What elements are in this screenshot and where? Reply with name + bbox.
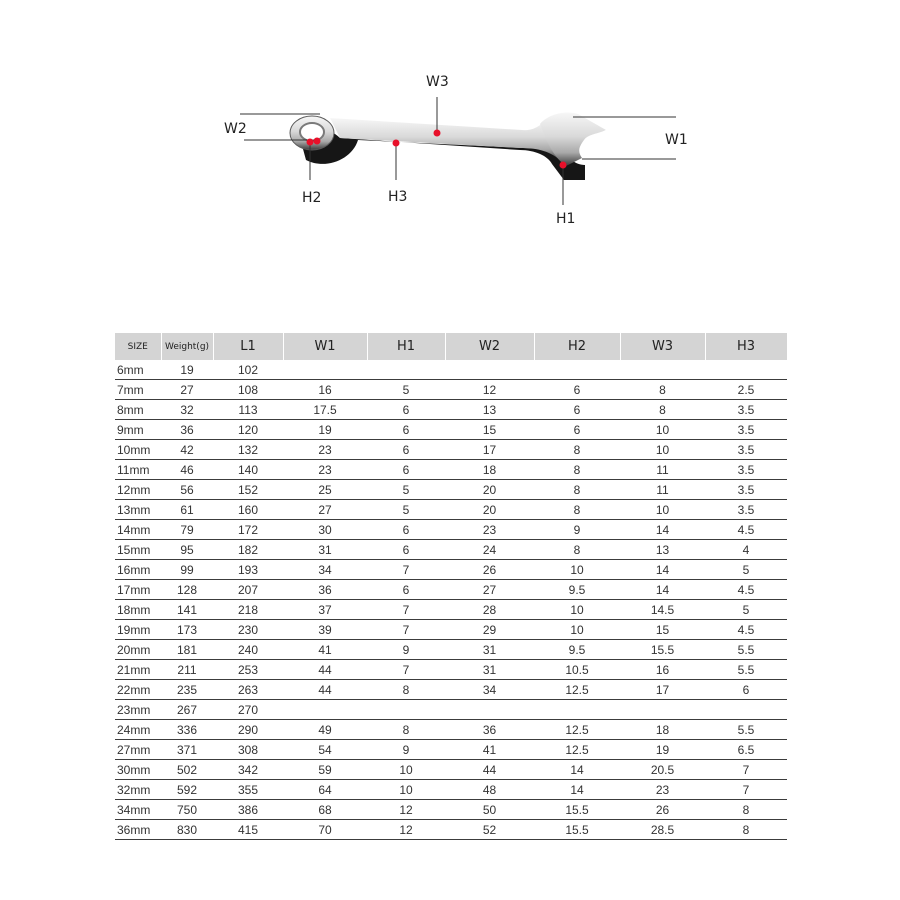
cell-w3: 15 bbox=[620, 620, 705, 640]
cell-h2: 9.5 bbox=[534, 640, 620, 660]
column-header-l1: L1 bbox=[213, 333, 283, 360]
cell-h3: 5.5 bbox=[705, 640, 787, 660]
cell-h1: 6 bbox=[367, 420, 445, 440]
cell-w2: 34 bbox=[445, 680, 534, 700]
cell-weight: 173 bbox=[161, 620, 213, 640]
cell-weight: 19 bbox=[161, 360, 213, 380]
cell-w1: 31 bbox=[283, 540, 367, 560]
cell-size: 6mm bbox=[115, 360, 161, 380]
cell-l1: 415 bbox=[213, 820, 283, 840]
column-header-w2: W2 bbox=[445, 333, 534, 360]
cell-h3: 5 bbox=[705, 560, 787, 580]
cell-h2: 6 bbox=[534, 400, 620, 420]
cell-l1: 193 bbox=[213, 560, 283, 580]
cell-w2: 12 bbox=[445, 380, 534, 400]
cell-w1: 44 bbox=[283, 660, 367, 680]
marker-w3 bbox=[434, 130, 441, 137]
table-row bbox=[115, 660, 787, 680]
cell-h1: 9 bbox=[367, 640, 445, 660]
cell-h1: 8 bbox=[367, 680, 445, 700]
cell-weight: 750 bbox=[161, 800, 213, 820]
cell-l1: 342 bbox=[213, 760, 283, 780]
cell-w2 bbox=[445, 360, 534, 380]
cell-h1 bbox=[367, 700, 445, 720]
cell-w3: 10 bbox=[620, 420, 705, 440]
table-row bbox=[115, 420, 787, 440]
table-row bbox=[115, 800, 787, 820]
table-row bbox=[115, 400, 787, 420]
cell-h2: 10 bbox=[534, 620, 620, 640]
cell-h2: 14 bbox=[534, 780, 620, 800]
cell-h1: 9 bbox=[367, 740, 445, 760]
table-row bbox=[115, 680, 787, 700]
cell-h3: 3.5 bbox=[705, 460, 787, 480]
cell-weight: 99 bbox=[161, 560, 213, 580]
table-row bbox=[115, 640, 787, 660]
cell-l1: 160 bbox=[213, 500, 283, 520]
cell-weight: 371 bbox=[161, 740, 213, 760]
table-row bbox=[115, 820, 787, 840]
table-row bbox=[115, 480, 787, 500]
cell-h2: 10 bbox=[534, 600, 620, 620]
cell-size: 30mm bbox=[115, 760, 161, 780]
cell-weight: 56 bbox=[161, 480, 213, 500]
cell-w1: 41 bbox=[283, 640, 367, 660]
table-row bbox=[115, 720, 787, 740]
cell-h1: 5 bbox=[367, 480, 445, 500]
cell-w2: 17 bbox=[445, 440, 534, 460]
cell-size: 22mm bbox=[115, 680, 161, 700]
cell-w1: 23 bbox=[283, 440, 367, 460]
cell-w1 bbox=[283, 360, 367, 380]
cell-w1: 54 bbox=[283, 740, 367, 760]
cell-h1: 12 bbox=[367, 800, 445, 820]
cell-w1: 44 bbox=[283, 680, 367, 700]
cell-h2: 10 bbox=[534, 560, 620, 580]
cell-w1: 25 bbox=[283, 480, 367, 500]
cell-l1: 270 bbox=[213, 700, 283, 720]
table-row bbox=[115, 380, 787, 400]
cell-w2: 24 bbox=[445, 540, 534, 560]
cell-weight: 46 bbox=[161, 460, 213, 480]
table-row bbox=[115, 360, 787, 380]
cell-h3: 3.5 bbox=[705, 440, 787, 460]
cell-size: 27mm bbox=[115, 740, 161, 760]
cell-h1: 6 bbox=[367, 400, 445, 420]
cell-h1 bbox=[367, 360, 445, 380]
cell-w2: 50 bbox=[445, 800, 534, 820]
cell-l1: 230 bbox=[213, 620, 283, 640]
cell-w2 bbox=[445, 700, 534, 720]
cell-size: 20mm bbox=[115, 640, 161, 660]
cell-h2: 8 bbox=[534, 540, 620, 560]
cell-w3: 14 bbox=[620, 580, 705, 600]
cell-w3: 13 bbox=[620, 540, 705, 560]
cell-w3: 20.5 bbox=[620, 760, 705, 780]
cell-w2: 48 bbox=[445, 780, 534, 800]
cell-weight: 235 bbox=[161, 680, 213, 700]
cell-weight: 128 bbox=[161, 580, 213, 600]
cell-l1: 355 bbox=[213, 780, 283, 800]
cell-h1: 10 bbox=[367, 760, 445, 780]
label-h1: H1 bbox=[556, 211, 576, 227]
cell-h2: 12.5 bbox=[534, 720, 620, 740]
cell-l1: 240 bbox=[213, 640, 283, 660]
table-row bbox=[115, 620, 787, 640]
cell-weight: 141 bbox=[161, 600, 213, 620]
cell-l1: 263 bbox=[213, 680, 283, 700]
cell-h1: 6 bbox=[367, 440, 445, 460]
cell-size: 11mm bbox=[115, 460, 161, 480]
cell-w3: 26 bbox=[620, 800, 705, 820]
column-header-size: SIZE bbox=[115, 333, 161, 360]
cell-w1: 70 bbox=[283, 820, 367, 840]
label-w2: W2 bbox=[224, 121, 247, 137]
cell-w1: 36 bbox=[283, 580, 367, 600]
cell-h1: 8 bbox=[367, 720, 445, 740]
marker-h2 bbox=[307, 139, 314, 146]
cell-h2: 6 bbox=[534, 380, 620, 400]
wrench-image bbox=[290, 112, 606, 180]
cell-weight: 592 bbox=[161, 780, 213, 800]
cell-h2: 8 bbox=[534, 480, 620, 500]
cell-weight: 830 bbox=[161, 820, 213, 840]
cell-l1: 386 bbox=[213, 800, 283, 820]
cell-w3: 10 bbox=[620, 440, 705, 460]
cell-size: 21mm bbox=[115, 660, 161, 680]
cell-h1: 6 bbox=[367, 520, 445, 540]
table-row bbox=[115, 760, 787, 780]
table-header-row bbox=[115, 333, 787, 360]
cell-h1: 7 bbox=[367, 660, 445, 680]
cell-h1: 5 bbox=[367, 380, 445, 400]
cell-l1: 140 bbox=[213, 460, 283, 480]
cell-h1: 7 bbox=[367, 600, 445, 620]
cell-w3 bbox=[620, 700, 705, 720]
cell-h1: 10 bbox=[367, 780, 445, 800]
cell-weight: 61 bbox=[161, 500, 213, 520]
cell-size: 36mm bbox=[115, 820, 161, 840]
cell-h3: 5.5 bbox=[705, 720, 787, 740]
cell-w2: 36 bbox=[445, 720, 534, 740]
cell-w1: 39 bbox=[283, 620, 367, 640]
cell-w3: 16 bbox=[620, 660, 705, 680]
cell-w3: 8 bbox=[620, 380, 705, 400]
cell-h2: 8 bbox=[534, 500, 620, 520]
cell-w2: 20 bbox=[445, 480, 534, 500]
cell-size: 23mm bbox=[115, 700, 161, 720]
cell-h2 bbox=[534, 700, 620, 720]
cell-h2: 12.5 bbox=[534, 740, 620, 760]
cell-size: 15mm bbox=[115, 540, 161, 560]
column-header-h1: H1 bbox=[367, 333, 445, 360]
cell-h3 bbox=[705, 700, 787, 720]
cell-w1: 37 bbox=[283, 600, 367, 620]
cell-h3 bbox=[705, 360, 787, 380]
cell-w1: 34 bbox=[283, 560, 367, 580]
cell-h3: 4.5 bbox=[705, 580, 787, 600]
cell-l1: 102 bbox=[213, 360, 283, 380]
cell-w1: 49 bbox=[283, 720, 367, 740]
cell-h2: 6 bbox=[534, 420, 620, 440]
table-row bbox=[115, 540, 787, 560]
column-header-h2: H2 bbox=[534, 333, 620, 360]
cell-weight: 336 bbox=[161, 720, 213, 740]
table-body bbox=[115, 360, 787, 840]
cell-w3: 28.5 bbox=[620, 820, 705, 840]
table-row bbox=[115, 560, 787, 580]
cell-l1: 152 bbox=[213, 480, 283, 500]
cell-h2: 8 bbox=[534, 440, 620, 460]
cell-l1: 120 bbox=[213, 420, 283, 440]
cell-w2: 27 bbox=[445, 580, 534, 600]
cell-w2: 41 bbox=[445, 740, 534, 760]
cell-w3: 11 bbox=[620, 460, 705, 480]
cell-weight: 95 bbox=[161, 540, 213, 560]
cell-h3: 4.5 bbox=[705, 620, 787, 640]
cell-l1: 218 bbox=[213, 600, 283, 620]
cell-w2: 44 bbox=[445, 760, 534, 780]
label-w1: W1 bbox=[665, 132, 688, 148]
cell-w1: 17.5 bbox=[283, 400, 367, 420]
cell-size: 8mm bbox=[115, 400, 161, 420]
cell-weight: 181 bbox=[161, 640, 213, 660]
cell-h2: 14 bbox=[534, 760, 620, 780]
cell-h2: 10.5 bbox=[534, 660, 620, 680]
cell-h1: 6 bbox=[367, 540, 445, 560]
column-header-h3: H3 bbox=[705, 333, 787, 360]
cell-weight: 32 bbox=[161, 400, 213, 420]
cell-h3: 5 bbox=[705, 600, 787, 620]
cell-w1: 19 bbox=[283, 420, 367, 440]
cell-size: 13mm bbox=[115, 500, 161, 520]
cell-w3: 8 bbox=[620, 400, 705, 420]
marker-w2 bbox=[314, 138, 321, 145]
cell-w3: 18 bbox=[620, 720, 705, 740]
cell-weight: 267 bbox=[161, 700, 213, 720]
cell-w1: 16 bbox=[283, 380, 367, 400]
cell-w2: 26 bbox=[445, 560, 534, 580]
cell-w2: 13 bbox=[445, 400, 534, 420]
marker-h3 bbox=[393, 140, 400, 147]
table-row bbox=[115, 740, 787, 760]
cell-w1: 64 bbox=[283, 780, 367, 800]
cell-l1: 132 bbox=[213, 440, 283, 460]
cell-h3: 3.5 bbox=[705, 400, 787, 420]
column-header-w3: W3 bbox=[620, 333, 705, 360]
cell-w2: 31 bbox=[445, 640, 534, 660]
cell-h1: 5 bbox=[367, 500, 445, 520]
cell-w2: 28 bbox=[445, 600, 534, 620]
cell-h2: 9 bbox=[534, 520, 620, 540]
cell-l1: 113 bbox=[213, 400, 283, 420]
cell-l1: 253 bbox=[213, 660, 283, 680]
label-w3: W3 bbox=[426, 74, 449, 90]
cell-w2: 18 bbox=[445, 460, 534, 480]
spec-table bbox=[115, 333, 788, 840]
cell-size: 7mm bbox=[115, 380, 161, 400]
table-row bbox=[115, 580, 787, 600]
cell-size: 9mm bbox=[115, 420, 161, 440]
cell-weight: 42 bbox=[161, 440, 213, 460]
cell-l1: 108 bbox=[213, 380, 283, 400]
cell-h3: 3.5 bbox=[705, 500, 787, 520]
cell-l1: 290 bbox=[213, 720, 283, 740]
cell-h3: 8 bbox=[705, 820, 787, 840]
cell-w2: 15 bbox=[445, 420, 534, 440]
cell-h2: 9.5 bbox=[534, 580, 620, 600]
cell-h3: 4.5 bbox=[705, 520, 787, 540]
wrench-diagram bbox=[0, 0, 900, 260]
cell-h3: 4 bbox=[705, 540, 787, 560]
table-row bbox=[115, 700, 787, 720]
cell-size: 14mm bbox=[115, 520, 161, 540]
cell-w1: 27 bbox=[283, 500, 367, 520]
table-row bbox=[115, 460, 787, 480]
cell-w3: 14 bbox=[620, 520, 705, 540]
table-row bbox=[115, 440, 787, 460]
cell-h3: 6 bbox=[705, 680, 787, 700]
cell-h1: 7 bbox=[367, 620, 445, 640]
cell-h3: 6.5 bbox=[705, 740, 787, 760]
cell-size: 18mm bbox=[115, 600, 161, 620]
cell-size: 19mm bbox=[115, 620, 161, 640]
cell-w3: 19 bbox=[620, 740, 705, 760]
cell-h2: 8 bbox=[534, 460, 620, 480]
cell-w1 bbox=[283, 700, 367, 720]
cell-w2: 20 bbox=[445, 500, 534, 520]
cell-w1: 30 bbox=[283, 520, 367, 540]
cell-h1: 12 bbox=[367, 820, 445, 840]
cell-h2: 15.5 bbox=[534, 800, 620, 820]
cell-weight: 27 bbox=[161, 380, 213, 400]
cell-h3: 3.5 bbox=[705, 420, 787, 440]
cell-weight: 79 bbox=[161, 520, 213, 540]
column-header-w1: W1 bbox=[283, 333, 367, 360]
cell-w3: 10 bbox=[620, 500, 705, 520]
cell-l1: 207 bbox=[213, 580, 283, 600]
cell-h3: 7 bbox=[705, 760, 787, 780]
cell-l1: 182 bbox=[213, 540, 283, 560]
cell-l1: 172 bbox=[213, 520, 283, 540]
cell-w3: 15.5 bbox=[620, 640, 705, 660]
cell-h2: 12.5 bbox=[534, 680, 620, 700]
cell-w2: 23 bbox=[445, 520, 534, 540]
cell-size: 16mm bbox=[115, 560, 161, 580]
label-h3: H3 bbox=[388, 189, 408, 205]
cell-size: 12mm bbox=[115, 480, 161, 500]
cell-w3: 14 bbox=[620, 560, 705, 580]
cell-h2: 15.5 bbox=[534, 820, 620, 840]
cell-size: 10mm bbox=[115, 440, 161, 460]
cell-h1: 6 bbox=[367, 460, 445, 480]
label-h2: H2 bbox=[302, 190, 322, 206]
cell-h2 bbox=[534, 360, 620, 380]
cell-weight: 36 bbox=[161, 420, 213, 440]
cell-h3: 2.5 bbox=[705, 380, 787, 400]
table-row bbox=[115, 520, 787, 540]
cell-size: 32mm bbox=[115, 780, 161, 800]
cell-w3: 23 bbox=[620, 780, 705, 800]
marker-h1 bbox=[560, 162, 567, 169]
cell-w2: 29 bbox=[445, 620, 534, 640]
cell-h3: 3.5 bbox=[705, 480, 787, 500]
cell-size: 17mm bbox=[115, 580, 161, 600]
cell-w2: 31 bbox=[445, 660, 534, 680]
cell-h3: 5.5 bbox=[705, 660, 787, 680]
cell-weight: 211 bbox=[161, 660, 213, 680]
column-header-weight: Weight(g) bbox=[161, 333, 213, 360]
cell-h3: 8 bbox=[705, 800, 787, 820]
cell-w3: 17 bbox=[620, 680, 705, 700]
cell-w1: 23 bbox=[283, 460, 367, 480]
cell-h1: 6 bbox=[367, 580, 445, 600]
cell-size: 34mm bbox=[115, 800, 161, 820]
cell-h1: 7 bbox=[367, 560, 445, 580]
cell-h3: 7 bbox=[705, 780, 787, 800]
table-row bbox=[115, 780, 787, 800]
cell-w1: 59 bbox=[283, 760, 367, 780]
table-row bbox=[115, 600, 787, 620]
cell-w3: 14.5 bbox=[620, 600, 705, 620]
cell-size: 24mm bbox=[115, 720, 161, 740]
cell-w3: 11 bbox=[620, 480, 705, 500]
cell-weight: 502 bbox=[161, 760, 213, 780]
cell-w3 bbox=[620, 360, 705, 380]
cell-w2: 52 bbox=[445, 820, 534, 840]
cell-l1: 308 bbox=[213, 740, 283, 760]
cell-w1: 68 bbox=[283, 800, 367, 820]
table-row bbox=[115, 500, 787, 520]
